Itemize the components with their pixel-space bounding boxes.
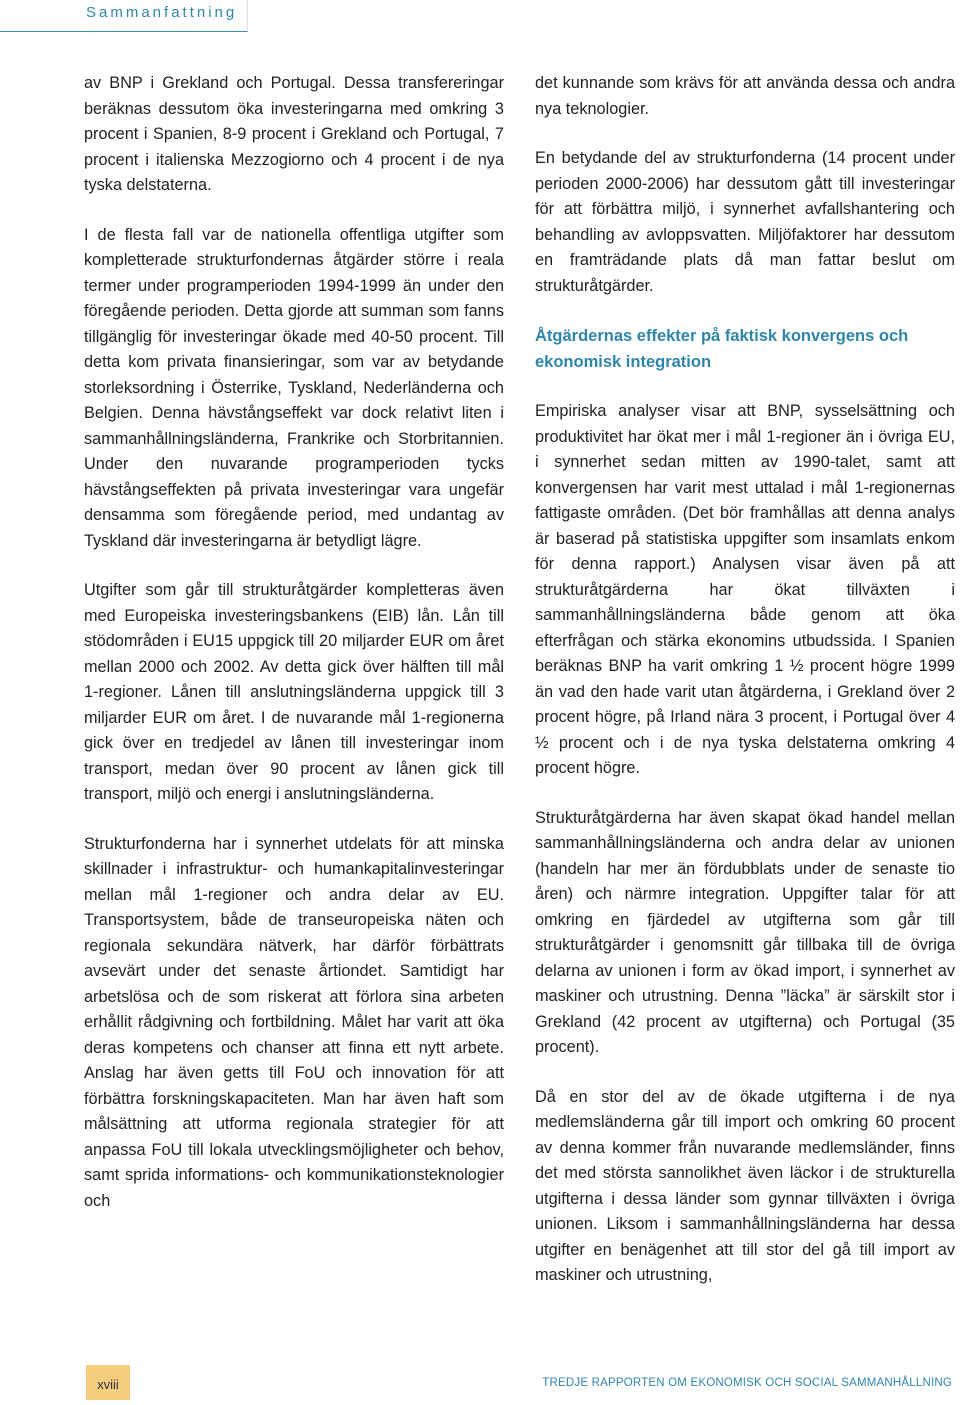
- paragraph: Då en stor del av de ökade utgifterna i de nya medlemsländerna går till import och omkring 60 procent av denna kommer från nuvarande medlemsländer, finns det med största sannolikhet även läckor i de strukturella utgifterna i dessa länder som gynnar tillväxten i övriga unionen. Liksom i sammanhållningsländerna har dessa utgifter en benägenhet att till stor del gå till import av maskiner och utrustning,: [535, 1087, 955, 1284]
- paragraph: Empiriska analyser visar att BNP, sysselsättning och produktivitet har ökat mer i mål 1-regioner än i övriga EU, i synnerhet sedan mitten av 1990-talet, samt att konvergensen har varit mest uttalad i mål 1-regionernas fattigaste områden. (Det bör framhållas att denna analys är baserad på statistiska uppgifter som insamlats enkom för denna rapport.) Analysen visar även på att strukturåtgärderna har ökat tillväxten i sammanhållningsländerna både genom att öka efterfrågan och stärka ekonomins utbudssida. I Spanien beräknas BNP ha varit omkring 1 ½ procent högre 1999 än vad den hade varit utan åtgärderna, i Grekland över 2 procent högre, på Irland nära 3 procent, i Portugal över 4 ½ procent och i de nya tyska delstaterna omkring 4 procent högre.: [535, 402, 955, 777]
- paragraph: En betydande del av strukturfonderna (14 procent under perioden 2000-2006) har dessutom gått till investeringar för att förbättra miljö, i synnerhet avfallshantering och behandling av avloppsvatten. Miljöfaktorer har dessutom en framträdande plats då man fattar beslut om strukturåtgärder.: [535, 149, 955, 295]
- paragraph: Utgifter som går till strukturåtgärder kompletteras även med Europeiska investeringsbankens (EIB) lån. Lån till stödområden i EU15 uppgick till 20 miljarder EUR om året mellan 2000 och 2002. Av detta gick över hälften till mål 1-regioner. Lånen till anslutningsländerna uppgick till 3 miljarder EUR om året. I de nuvarande mål 1-regionerna gick över en tredjedel av lånen till investeringar inom transport, medan över 90 procent av lånen gick till transport, miljö och energi i anslutningsländerna.: [84, 581, 504, 803]
- paragraph: av BNP i Grekland och Portugal. Dessa transfereringar beräknas dessutom öka investeringarna med omkring 3 procent i Spanien, 8-9 procent i Grekland och Portugal, 7 procent i italienska Mezzogiorno och 4 procent i de nya tyska delstaterna.: [84, 74, 504, 194]
- paragraph: det kunnande som krävs för att använda dessa och andra nya teknologier.: [535, 74, 955, 118]
- section-heading: Åtgärdernas effekter på faktisk konvergens och ekonomisk integration: [535, 327, 909, 371]
- left-column: [84, 71, 504, 1238]
- paragraph: Strukturfonderna har i synnerhet utdelats för att minska skillnader i infrastruktur- och humankapitalinvesteringar mellan mål 1-regioner och andra delar av EU. Transportsystem, både de transeuropeiska näten och regionala sekundära nätverk, har därför förbättrats avsevärt under det senaste årtiondet. Samtidigt har arbetslösa och de som riskerat att förlora sina arbeten erhållit rådgivning och fortbildning. Målet har varit att öka deras kompetens och chanser att finna ett nytt arbete. Anslag har även getts till FoU och innovation för att förbättra forskningskapaciteten. Man har även haft som målsättning att utforma regionala strategier för att anpassa FoU till lokala utvecklingsmöjligheter och behov, samt sprida informations- och kommunikationsteknologier och: [84, 834, 504, 1210]
- footer-title: TREDJE RAPPORTEN OM EKONOMISK OCH SOCIAL SAMMANHÅLLNING: [542, 1377, 952, 1389]
- paragraph: I de flesta fall var de nationella offentliga utgifter som kompletterade strukturfondernas åtgärder större i reala termer under programperioden 1994-1999 än under den föregående perioden. Detta gjorde att summan som fanns tillgänglig för investeringar ökade med 40-50 procent. Till detta kom privata finansieringar, som var av betydande storleksordning i Österrike, Tyskland, Nederländerna och Belgien. Denna hävstångseffekt var dock relativt liten i sammanhållningsländerna, Frankrike och Storbritannien. Under den nuvarande programperioden tycks hävstångseffekten på privata investeringar vara ungefär densamma som föregående period, med undantag av Tyskland där investeringarna är betydligt lägre.: [84, 225, 504, 550]
- paragraph: Strukturåtgärderna har även skapat ökad handel mellan sammanhållningsländerna och andra delar av unionen (handeln har mer än fördubblats under de senaste tio åren) och närmre integration. Uppgifter talar för att omkring en fjärdedel av utgifterna som går till strukturåtgärder i genomsnitt går tillbaka till de övriga delarna av unionen i form av ökad import, i synnerhet av maskiner och utrustning. Denna ”läcka” är särskilt stor i Grekland (42 procent av utgifterna) och Portugal (35 procent).: [535, 808, 955, 1056]
- page-number: xviii: [97, 1377, 119, 1392]
- right-column: [535, 71, 955, 1313]
- section-title: Sammanfattning: [86, 4, 238, 21]
